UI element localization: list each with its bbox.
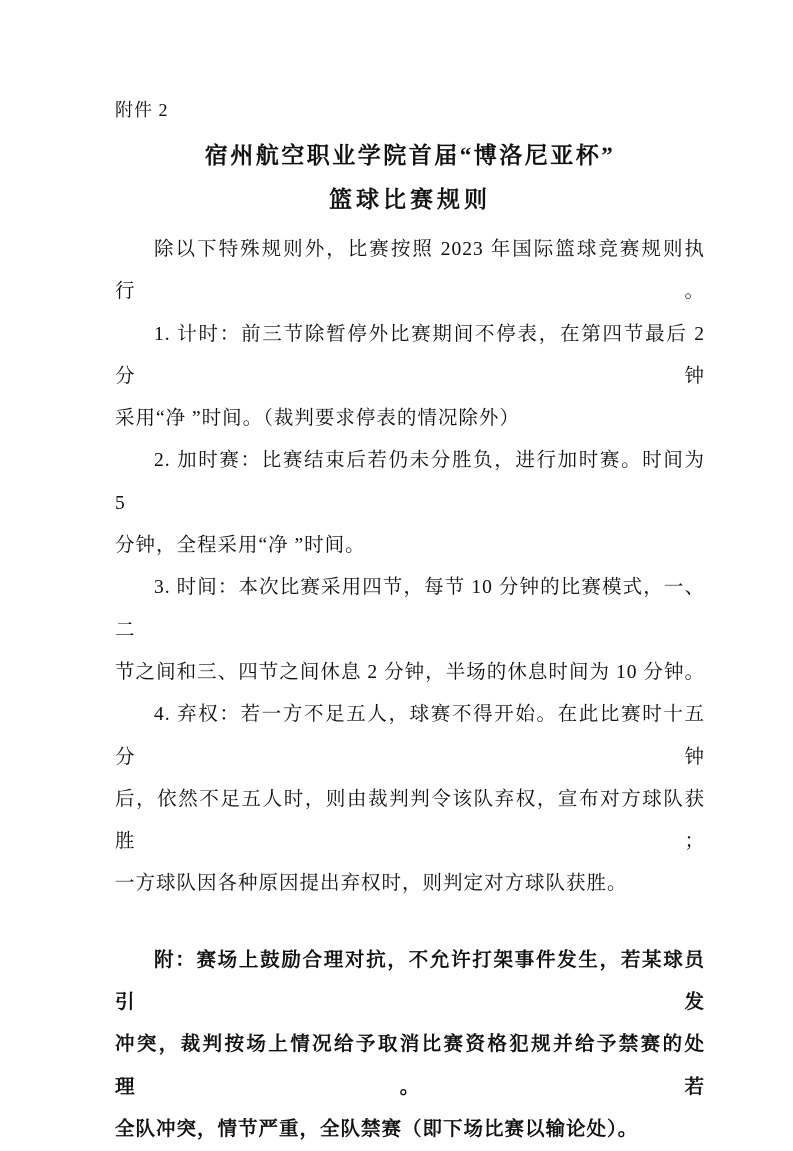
body-line: 采用“净 ”时间。（裁判要求停表的情况除外） xyxy=(115,408,520,430)
body-line: 4. 弃权：若一方不足五人，球赛不得开始。在此比赛时十五分钟 xyxy=(115,704,705,768)
document-title: 宿州航空职业学院首届“博洛尼亚杯” xyxy=(204,143,616,168)
body-line: 后，依然不足五人时，则由裁判判令该队弃权，宣布对方球队获胜； xyxy=(115,788,705,853)
body-line: 分钟，全程采用“净 ”时间。 xyxy=(115,535,366,557)
body-line: 2. 加时赛：比赛结束后若仍未分胜负，进行加时赛。时间为 5 xyxy=(115,450,705,514)
annex-line: 附：赛场上鼓励合理对抗，不允许打架事件发生，若某球员引 发 xyxy=(115,949,705,1014)
document-subtitle: 篮球比赛规则 xyxy=(329,187,491,212)
attachment-label: 附件 2 xyxy=(115,100,169,120)
body-line: 1. 计时：前三节除暂停外比赛期间不停表，在第四节最后 2 分钟 xyxy=(115,323,705,387)
body-line: 3. 时间：本次比赛采用四节，每节 10 分钟的比赛模式，一、二 xyxy=(115,577,705,641)
annex-line: 全队冲突，情节严重，全队禁赛（即下场比赛以输论处）。 xyxy=(115,1118,639,1140)
body-line: 节之间和三、四节之间休息 2 分钟，半场的休息时间为 10 分钟。 xyxy=(115,661,705,683)
document-body xyxy=(115,229,705,1151)
annex-line: 冲突，裁判按场上情况给予取消比赛资格犯规并给予禁赛的处理。若 xyxy=(115,1034,705,1098)
body-line: 一方球队因各种原因提出弃权时，则判定对方球队获胜。 xyxy=(115,873,628,895)
body-line: 除以下特殊规则外，比赛按照 2023 年国际篮球竞赛规则执行。 xyxy=(115,239,705,303)
